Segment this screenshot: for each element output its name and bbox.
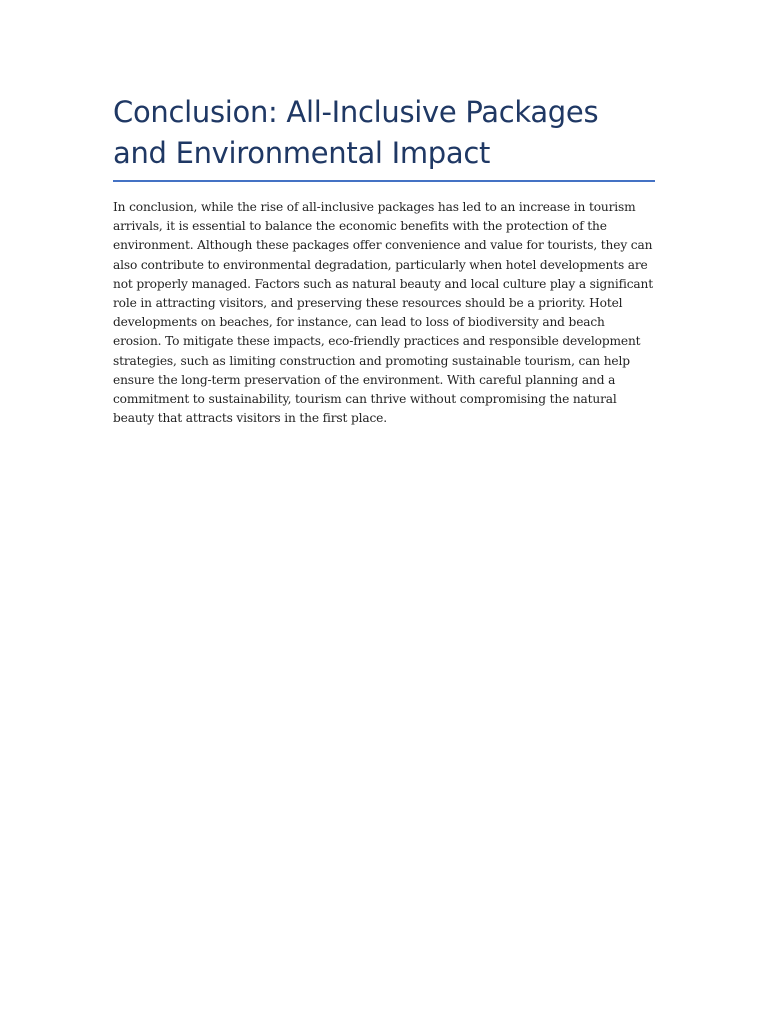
- document-content: [113, 92, 655, 428]
- document-title: Conclusion: All-Inclusive Packages and Environmental Impact: [113, 92, 655, 182]
- document-body-paragraph: In conclusion, while the rise of all-inclusive packages has led to an increase in tourism arrivals, it is essential to balance the economic benefits with the protection of the environment. Although these packages offer convenience and value for tourists, they can also contribute to environmental degradation, particularly when hotel developments are not properly managed. Factors such as natural beauty and local culture play a significant role in attracting visitors, and preserving these resources should be a priority. Hotel developments on beaches, for instance, can lead to loss of biodiversity and beach erosion. To mitigate these impacts, eco-friendly practices and responsible development strategies, such as limiting construction and promoting sustainable tourism, can help ensure the long-term preservation of the environment. With careful planning and a commitment to sustainability, tourism can thrive without compromising the natural beauty that attracts visitors in the first place.: [113, 200, 653, 426]
